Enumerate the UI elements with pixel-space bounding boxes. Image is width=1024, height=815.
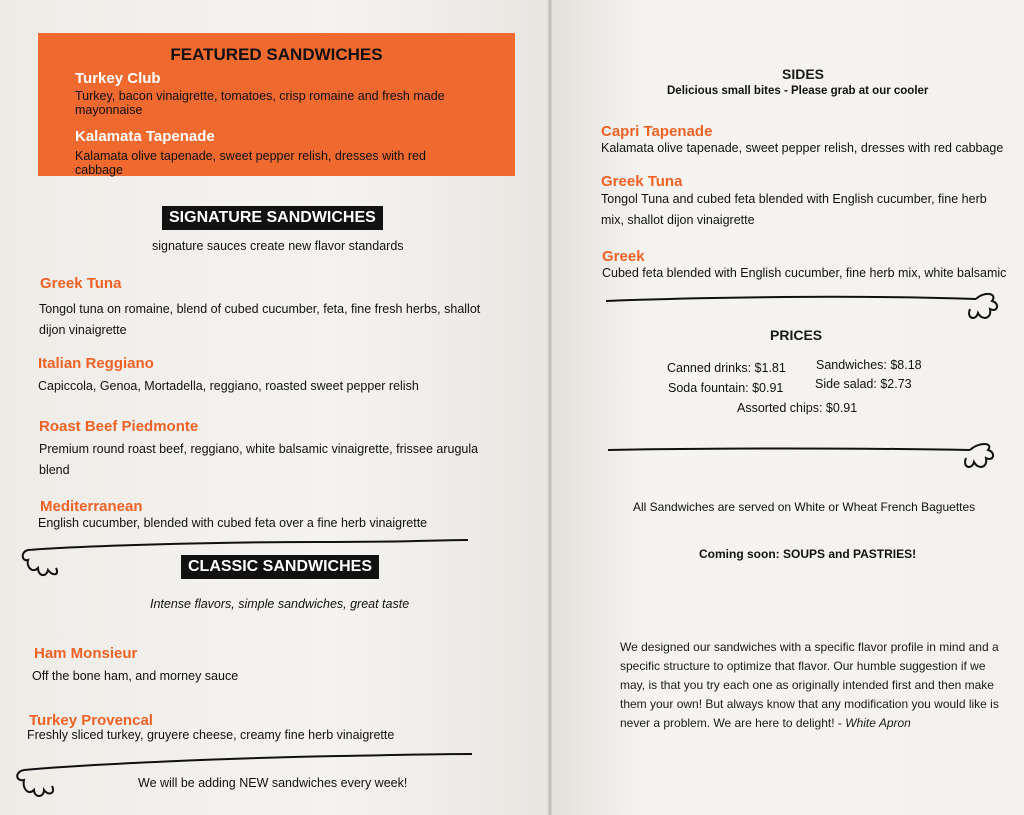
side-item-desc: Kalamata olive tapenade, sweet pepper relish, dresses with red cabbage [601, 141, 1004, 155]
baguette-note: All Sandwiches are served on White or Wheat French Baguettes [633, 500, 976, 514]
coming-soon-note: Coming soon: SOUPS and PASTRIES! [699, 547, 917, 561]
sides-subtitle: Delicious small bites - Please grab at our cooler [667, 85, 929, 97]
menu-item-desc: Freshly sliced turkey, gruyere cheese, creamy fine herb vinaigrette [27, 728, 395, 742]
side-item-name: Greek Tuna [601, 173, 683, 190]
featured-item-name: Turkey Club [75, 70, 161, 87]
price-canned-drinks: Canned drinks: $1.81 [667, 361, 786, 375]
price-sandwiches: Sandwiches: $8.18 [816, 358, 922, 372]
price-chips: Assorted chips: $0.91 [737, 401, 858, 415]
menu-item-desc: Off the bone ham, and morney sauce [32, 669, 239, 683]
menu-item-desc: Capiccola, Genoa, Mortadella, reggiano, roasted sweet pepper relish [38, 379, 419, 393]
brand-signature: White Apron [845, 716, 911, 730]
featured-item-name: Kalamata Tapenade [75, 128, 215, 145]
menu-item-name: Ham Monsieur [34, 645, 138, 662]
featured-item-desc: Kalamata olive tapenade, sweet pepper relish, dresses with red cabbage [75, 149, 426, 177]
swirl-flourish-icon [606, 287, 1006, 325]
price-soda-fountain: Soda fountain: $0.91 [668, 381, 784, 395]
menu-item-name: Roast Beef Piedmonte [39, 418, 199, 435]
prices-heading: PRICES [770, 327, 823, 343]
sides-heading: SIDES [782, 66, 825, 82]
featured-item-desc: Turkey, bacon vinaigrette, tomatoes, crisp romaine and fresh made mayonnaise [75, 89, 445, 117]
philosophy-paragraph [620, 638, 1008, 733]
classic-footer: We will be adding NEW sandwiches every week! [138, 776, 408, 790]
classic-heading: CLASSIC SANDWICHES [181, 555, 379, 579]
side-item-desc: Cubed feta blended with English cucumber, fine herb mix, white balsamic [602, 266, 1007, 280]
classic-subtitle: Intense flavors, simple sandwiches, great taste [150, 597, 410, 611]
menu-item-name: Mediterranean [40, 498, 143, 515]
price-side-salad: Side salad: $2.73 [815, 377, 912, 391]
signature-subtitle: signature sauces create new flavor standards [152, 239, 404, 253]
philosophy-text: We designed our sandwiches with a specific flavor profile in mind and a specific structure to optimize that flavor. Our humble suggestion if we may, is that you try each one as originally intended first and then make them your own! But always know that any modification you would like is never a problem. We are here to delight! - [620, 640, 999, 730]
swirl-flourish-icon [608, 438, 1008, 474]
page-fold [548, 0, 552, 815]
menu-item-name: Greek Tuna [40, 275, 122, 292]
side-item-desc: Tongol Tuna and cubed feta blended with English cucumber, fine herb mix, shallot dijon vinaigrette [601, 192, 987, 227]
swirl-flourish-icon [10, 750, 480, 800]
featured-sandwiches-box [38, 33, 515, 176]
menu-item-desc: Premium round roast beef, reggiano, white balsamic vinaigrette, frissee arugula blend [39, 442, 479, 477]
signature-heading: SIGNATURE SANDWICHES [162, 206, 383, 230]
menu-item-desc: Tongol tuna on romaine, blend of cubed cucumber, feta, fine fresh herbs, shallot dijon vinaigrette [39, 302, 481, 337]
side-item-name: Capri Tapenade [601, 123, 713, 140]
featured-title: FEATURED SANDWICHES [170, 45, 383, 64]
menu-item-name: Italian Reggiano [38, 355, 154, 372]
menu-item-name: Turkey Provencal [29, 712, 153, 729]
side-item-name: Greek [602, 248, 645, 265]
menu-item-desc: English cucumber, blended with cubed feta over a fine herb vinaigrette [38, 516, 428, 530]
